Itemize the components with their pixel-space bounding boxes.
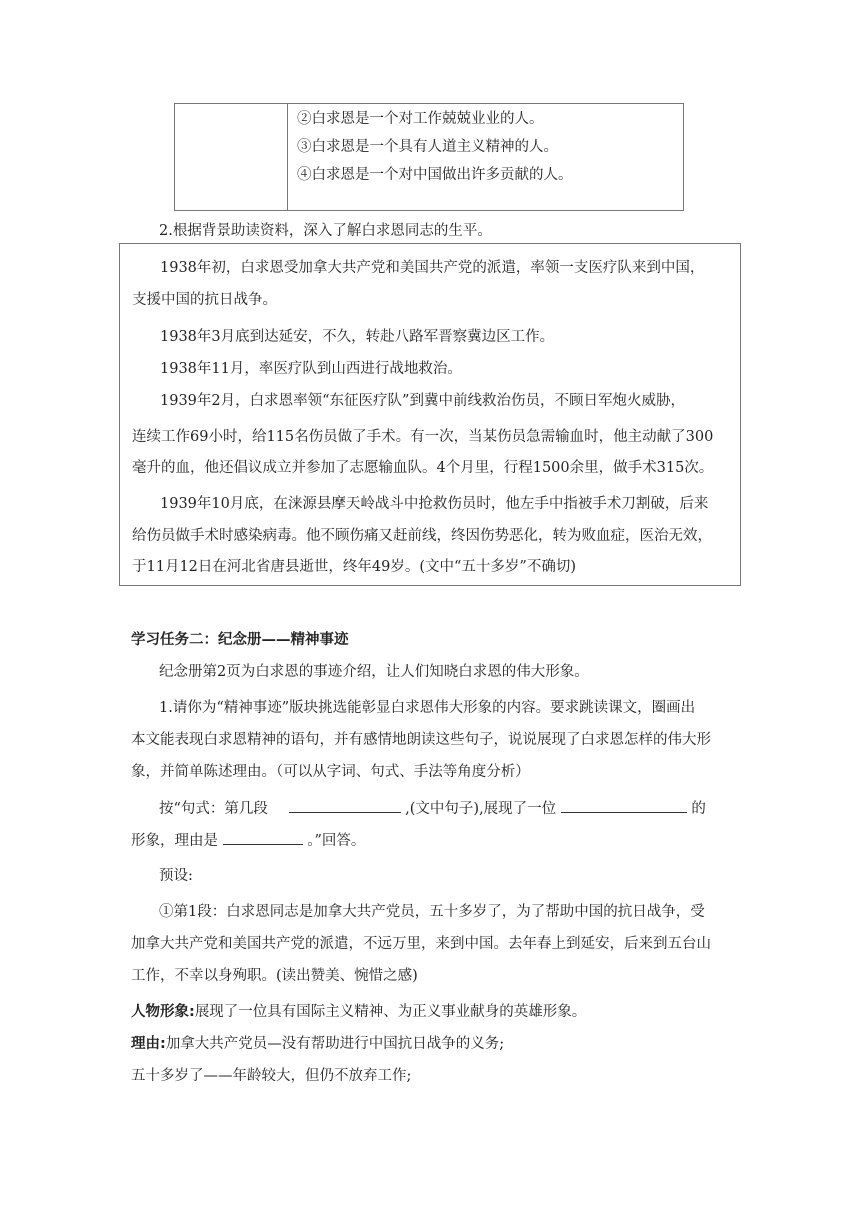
blank-paragraph[interactable] [289,798,401,813]
task2-intro: 纪念册第2页为白求恩的事迹介绍，让人们知晓白求恩的伟大形象。 [159,664,589,680]
format-text: 按“句式：第几段 [159,801,268,817]
para1-line: 加拿大共产党和美国共产党的派遣，不远万里，来到中国。去年春上到延安，后来到五台山 [131,936,711,952]
background-reading-box [119,243,741,586]
answer-format-line [159,798,706,819]
image-label: 人物形象: [131,1004,195,1020]
table-line: ③白求恩是一个具有人道主义精神的人。 [297,139,558,155]
statement-table [174,103,684,211]
blank-image[interactable] [561,798,687,813]
reason-text: 加拿大共产党员—没有帮助进行中国抗日战争的义务; [165,1036,505,1052]
instruction-2: 2.根据背景助读资料，深入了解白求恩同志的生平。 [159,223,492,239]
format-text: ,(文中句子),展现了一位 [405,801,557,817]
question-line: 1.请你为“精神事迹”版块挑选能彰显白求恩伟大形象的内容。要求跳读课文，圈画出 [159,700,696,716]
reason-line-2: 五十多岁了——年龄较大，但仍不放弃工作; [131,1068,412,1084]
reason-label: 理由: [131,1036,166,1052]
table-cell [297,104,679,189]
format-text: 形象，理由是 [131,833,218,849]
question-line: 本文能表现白求恩精神的语句，并有感情地朗读这些句子，说说展现了白求恩怎样的伟大形 [131,732,711,748]
format-text: 。”回答。 [307,833,366,849]
question-line: 象，并简单陈述理由。（可以从字词、句式、手法等角度分析） [131,764,530,780]
table-line: ④白求恩是一个对中国做出许多贡献的人。 [297,167,573,183]
answer-format-line [131,830,365,851]
para1-line: ①第1段：白求恩同志是加拿大共产党员，五十多岁了，为了帮助中国的抗日战争，受 [159,904,705,920]
box-line: 给伤员做手术时感染病毒。他不顾伤痛又赶前线，终因伤势恶化，转为败血症，医治无效， [132,528,712,544]
box-line: 1938年初，白求恩受加拿大共产党和美国共产党的派遣，率领一支医疗队来到中国， [160,260,705,276]
box-line: 1938年3月底到达延安，不久，转赴八路军晋察冀边区工作。 [160,329,555,345]
reason-line [131,1034,504,1054]
box-line: 支援中国的抗日战争。 [132,292,277,308]
preset-label: 预设: [159,868,193,884]
box-line: 1938年11月，率医疗队到山西进行战地救治。 [160,361,462,377]
image-text: 展现了一位具有国际主义精神、为正义事业献身的英雄形象。 [194,1004,587,1020]
blank-reason[interactable] [223,830,303,845]
box-line: 1939年2月，白求恩率领“东征医疗队”到冀中前线救治伤员，不顾日军炮火威胁， [160,393,685,409]
box-line: 毫升的血，他还倡议成立并参加了志愿输血队。4个月里，行程1500余里，做手术315次。 [132,460,714,476]
table-column-divider [287,104,288,210]
box-line: 于11月12日在河北省唐县逝世，终年49岁。(文中“五十多岁”不确切) [132,559,576,575]
image-line [131,1002,586,1022]
box-line: 1939年10月底，在涞源县摩天岭战斗中抢救伤员时，他左手中指被手术刀割破，后来 [160,496,709,512]
para1-line: 工作，不幸以身殉职。(读出赞美、惋惜之感) [131,968,418,984]
task2-heading: 学习任务二：纪念册——精神事迹 [131,632,349,648]
table-line: ②白求恩是一个对工作兢兢业业的人。 [297,111,544,127]
format-text: 的 [691,801,706,817]
box-line: 连续工作69小时，给115名伤员做了手术。有一次，当某伤员急需输血时，他主动献了300 [132,429,714,445]
